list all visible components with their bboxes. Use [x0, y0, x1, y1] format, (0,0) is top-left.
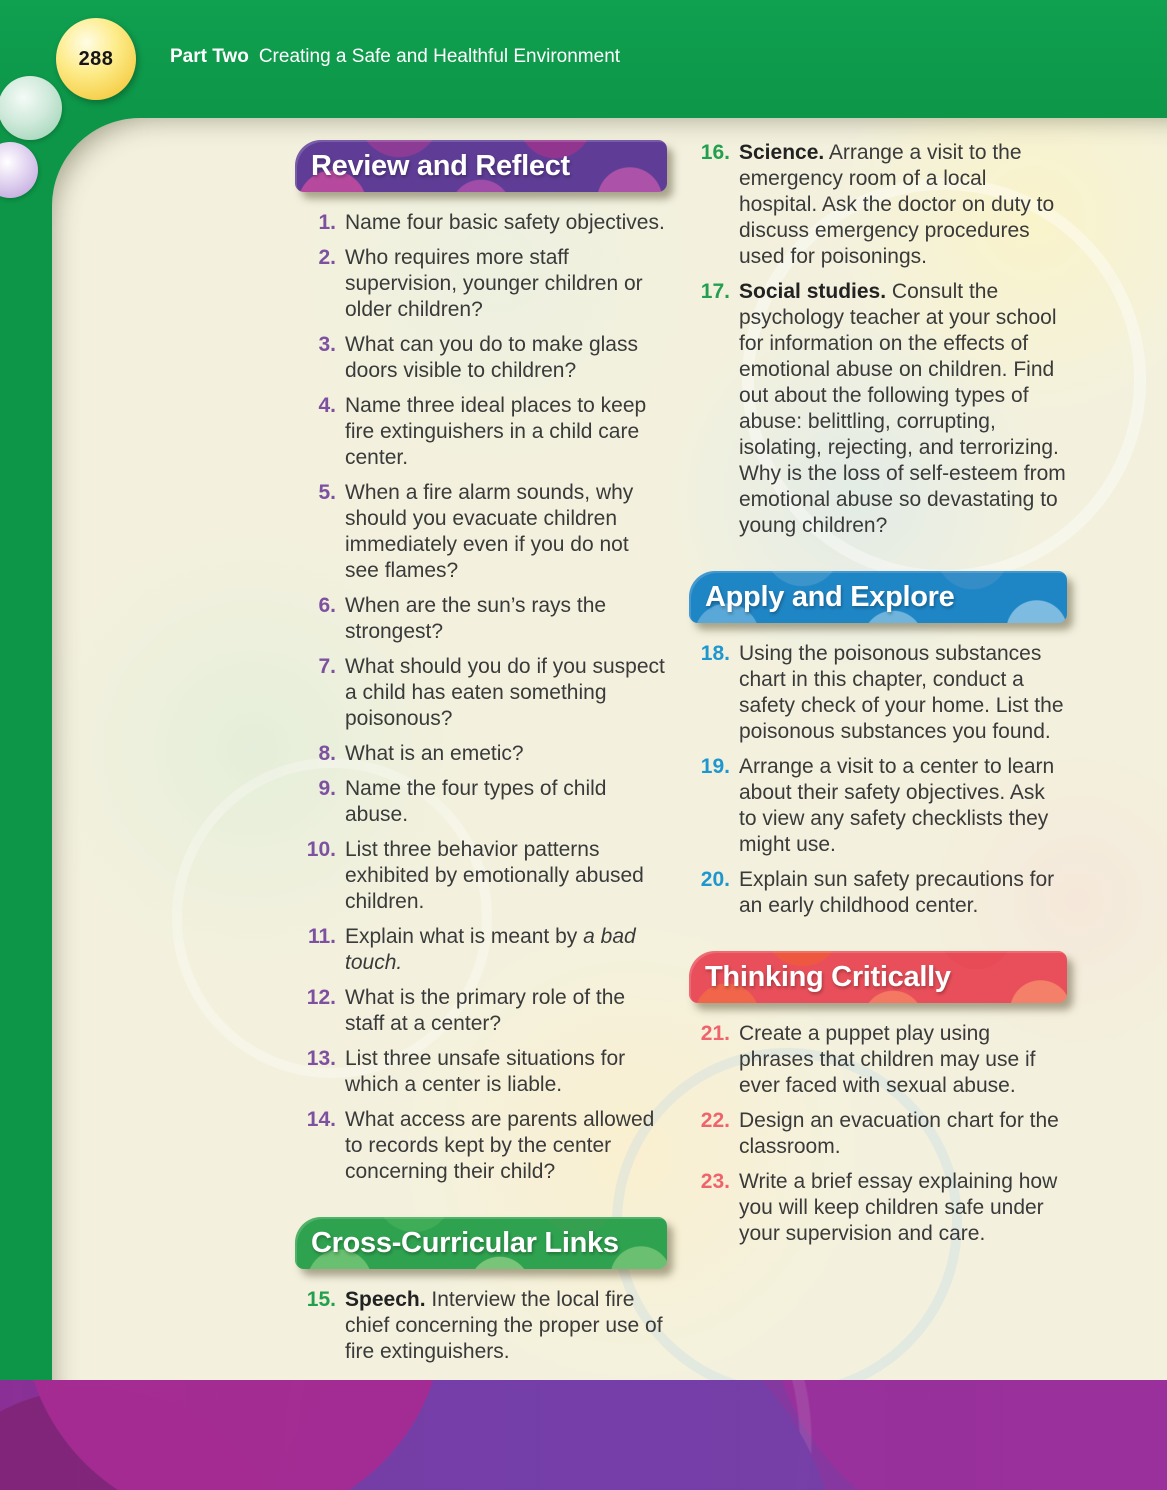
question-item: [689, 867, 1067, 919]
question-body: Who requires more staff supervision, younger children or older children?: [345, 246, 643, 321]
question-text: [345, 480, 667, 584]
question-item: [295, 1046, 667, 1098]
question-body: Consult the psychology teacher at your school for information on the effects of emotional abuse on children. Find out about the following types of abuse: belittling, corrupting, isolating, rejecting, and terrorizing. Why is the loss of self-esteem from emotional abuse so devastating to young children?: [739, 280, 1066, 537]
question-item: [689, 279, 1067, 539]
question-item: [689, 1169, 1067, 1247]
question-text: [739, 279, 1067, 539]
part-label: Part Two: [170, 46, 249, 67]
section-banner-title: Cross-Curricular Links: [311, 1226, 619, 1259]
question-number: 6.: [318, 594, 336, 617]
question-number: 16.: [700, 141, 730, 164]
question-body: Arrange a visit to the emergency room of a local hospital. Ask the doctor on duty to discuss emergency procedures used for poisonings.: [739, 141, 1055, 268]
question-body: Design an evacuation chart for the classroom.: [739, 1109, 1059, 1158]
question-text: [345, 654, 667, 732]
question-body: What access are parents allowed to records kept by the center concerning their child?: [345, 1108, 655, 1183]
page-number: 288: [78, 47, 114, 70]
question-text: [345, 1046, 667, 1098]
question-item: [295, 332, 667, 384]
question-body: Write a brief essay explaining how you will keep children safe under your supervision and care.: [739, 1170, 1058, 1245]
question-body: List three unsafe situations for which a center is liable.: [345, 1047, 626, 1096]
column-left: [295, 140, 667, 1374]
question-text: [345, 837, 667, 915]
question-number: 14.: [306, 1108, 336, 1131]
question-text: [739, 867, 1067, 919]
section-banner-cross-curricular-links: [295, 1217, 667, 1269]
question-text: [345, 593, 667, 645]
question-subject: Social studies.: [739, 280, 887, 303]
question-text: [345, 332, 667, 384]
question-body: What is an emetic?: [345, 742, 524, 765]
column-right: [689, 140, 1067, 1256]
question-text: [345, 741, 667, 767]
content-area: [52, 118, 1167, 1380]
question-item: [295, 924, 667, 976]
question-number: 19.: [700, 755, 730, 778]
question-number: 13.: [306, 1047, 336, 1070]
question-number: 23.: [700, 1170, 730, 1193]
question-number: 11.: [307, 925, 336, 948]
question-text: [345, 924, 667, 976]
question-number: 4.: [318, 394, 336, 417]
question-italic: a bad touch.: [345, 925, 636, 974]
question-body: Interview the local fire chief concerning the proper use of fire extinguishers.: [345, 1288, 663, 1363]
question-number: 8.: [318, 742, 336, 765]
question-item: [295, 245, 667, 323]
question-item: [295, 210, 667, 236]
question-body: Explain sun safety precautions for an early childhood center.: [739, 868, 1055, 917]
question-body: When are the sun’s rays the strongest?: [345, 594, 607, 643]
question-item: [295, 1287, 667, 1365]
question-body: Name three ideal places to keep fire extinguishers in a child care center.: [345, 394, 647, 469]
question-text: [739, 1169, 1067, 1247]
question-body: What can you do to make glass doors visible to children?: [345, 333, 638, 382]
question-item: [689, 1021, 1067, 1099]
question-text: [345, 985, 667, 1037]
footer-band: [0, 1380, 1167, 1490]
question-number: 18.: [700, 642, 730, 665]
question-item: [295, 741, 667, 767]
running-head: [170, 46, 620, 68]
section-banner-title: Review and Reflect: [311, 149, 570, 182]
section-banner-review-and-reflect: [295, 140, 667, 192]
question-body: What should you do if you suspect a child has eaten something poisonous?: [345, 655, 665, 730]
section-banner-title: Thinking Critically: [705, 960, 951, 993]
question-number: 2.: [318, 246, 336, 269]
question-body: Name the four types of child abuse.: [345, 777, 607, 826]
question-item: [689, 754, 1067, 858]
question-item: [295, 837, 667, 915]
question-text: [345, 245, 667, 323]
question-body: Name four basic safety objectives.: [345, 211, 665, 234]
question-body: What is the primary role of the staff at a center?: [345, 986, 626, 1035]
question-subject: Speech.: [345, 1288, 426, 1311]
question-item: [689, 641, 1067, 745]
chapter-title: Creating a Safe and Healthful Environment: [258, 46, 621, 67]
question-body: List three behavior patterns exhibited by emotionally abused children.: [345, 838, 644, 913]
question-text: [345, 393, 667, 471]
question-number: 20.: [700, 868, 730, 891]
question-body: Using the poisonous substances chart in this chapter, conduct a safety check of your home. List the poisonous substances you found.: [739, 642, 1064, 743]
question-text: [739, 641, 1067, 745]
mint-ball-decoration: [0, 76, 62, 140]
question-subject: Science.: [739, 141, 825, 164]
question-text: [345, 1107, 667, 1185]
page-number-badge: [56, 18, 136, 100]
question-item: [295, 1107, 667, 1185]
question-number: 12.: [306, 986, 336, 1009]
question-item: [295, 654, 667, 732]
question-number: 9.: [318, 777, 336, 800]
question-item: [295, 593, 667, 645]
question-item: [295, 776, 667, 828]
question-number: 21.: [700, 1022, 730, 1045]
question-number: 1.: [318, 211, 336, 234]
section-banner-thinking-critically: [689, 951, 1067, 1003]
question-text: [739, 1021, 1067, 1099]
question-number: 17.: [700, 280, 730, 303]
question-item: [689, 140, 1067, 270]
section-banner-apply-and-explore: [689, 571, 1067, 623]
question-text: [345, 776, 667, 828]
question-item: [689, 1108, 1067, 1160]
question-body: Arrange a visit to a center to learn about their safety objectives. Ask to view any safety checklists they might use.: [739, 755, 1055, 856]
question-text: [739, 1108, 1067, 1160]
section-banner-title: Apply and Explore: [705, 580, 955, 613]
question-number: 5.: [318, 481, 336, 504]
question-number: 7.: [318, 655, 336, 678]
question-text: [739, 754, 1067, 858]
question-text: [345, 1287, 667, 1365]
question-item: [295, 480, 667, 584]
question-text: [739, 140, 1067, 270]
question-text: [345, 210, 667, 236]
question-item: [295, 393, 667, 471]
question-body: When a fire alarm sounds, why should you evacuate children immediately even if you do not see flames?: [345, 481, 634, 582]
question-number: 3.: [318, 333, 336, 356]
question-number: 15.: [306, 1288, 336, 1311]
lavender-ball-decoration: [0, 142, 38, 198]
question-item: [295, 985, 667, 1037]
question-body: Create a puppet play using phrases that children may use if ever faced with sexual abuse.: [739, 1022, 1036, 1097]
question-number: 22.: [700, 1109, 730, 1132]
question-number: 10.: [306, 838, 336, 861]
question-body: Explain what is meant by: [345, 925, 584, 948]
